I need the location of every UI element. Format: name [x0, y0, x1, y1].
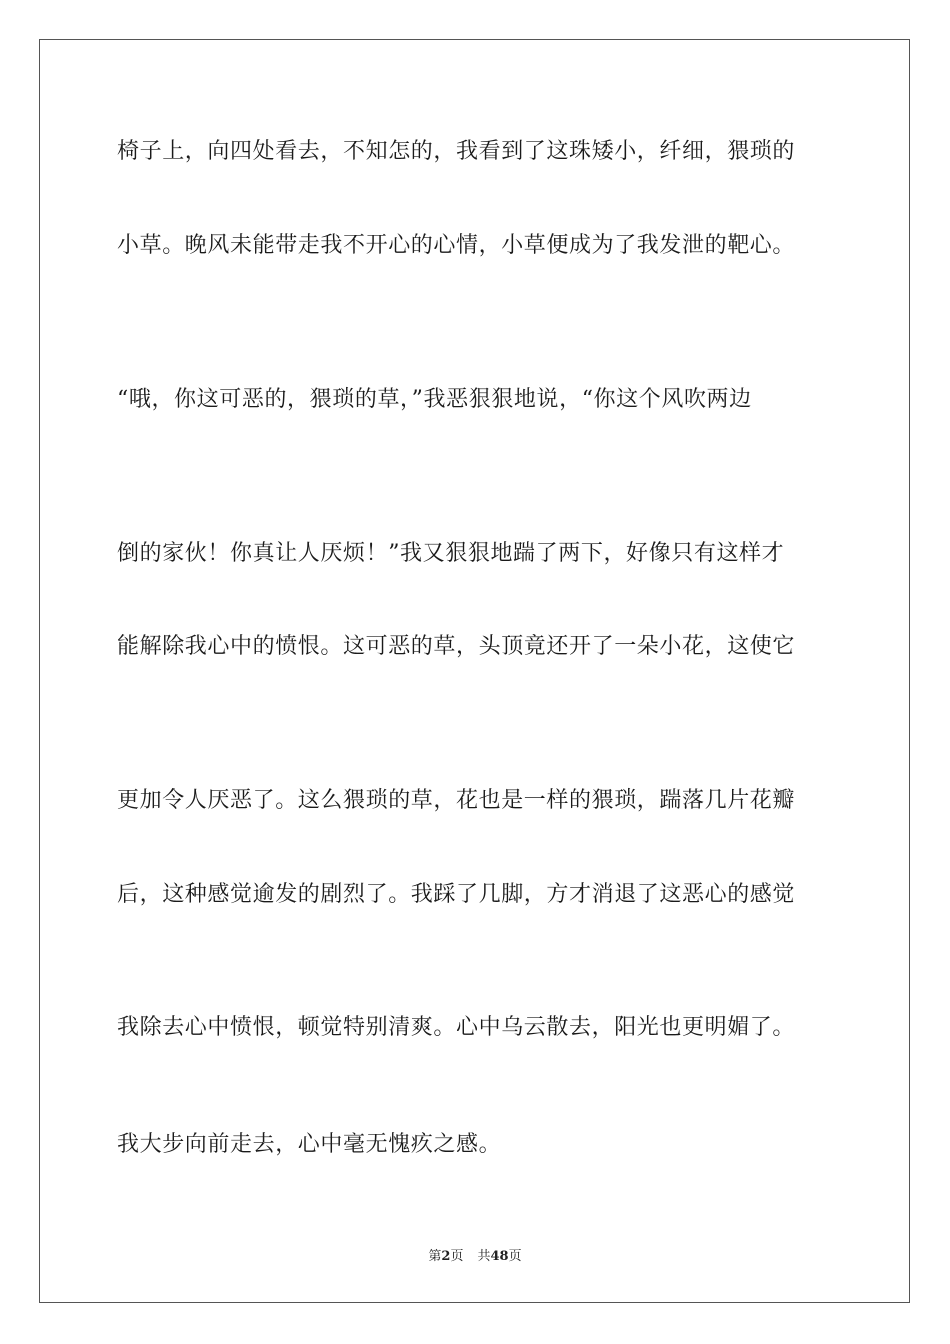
page-number: 2: [441, 1249, 451, 1264]
text-line: 小草。晚风未能带走我不开心的心情，小草便成为了我发泄的靶心。: [117, 233, 796, 258]
text-line: 椅子上，向四处看去，不知怎的，我看到了这珠矮小，纤细，猥琐的: [117, 139, 796, 164]
total-suffix: 页: [508, 1249, 522, 1264]
total-prefix: 共: [477, 1249, 491, 1264]
text-line: 倒的家伙！你真让人厌烦！”我又狠狠地踹了两下，好像只有这样才: [117, 541, 785, 566]
text-line: 后，这种感觉逾发的剧烈了。我踩了几脚，方才消退了这恶心的感觉: [117, 882, 796, 907]
text-line: 更加令人厌恶了。这么猥琐的草，花也是一样的猥琐，踹落几片花瓣: [117, 788, 796, 813]
page-border: [39, 39, 910, 1303]
page-prefix: 第: [428, 1249, 442, 1264]
page-suffix: 页: [450, 1249, 464, 1264]
total-pages: 48: [490, 1249, 509, 1264]
text-line: 我除去心中愤恨，顿觉特别清爽。心中乌云散去，阳光也更明媚了。: [117, 1015, 796, 1040]
text-line: 我大步向前走去，心中毫无愧疚之感。: [117, 1132, 502, 1157]
page-footer: [0, 1248, 950, 1266]
text-line: 能解除我心中的愤恨。这可恶的草，头顶竟还开了一朵小花，这使它: [117, 634, 796, 659]
text-line: “哦，你这可恶的，猥琐的草，”我恶狠狠地说，“你这个风吹两边: [117, 387, 752, 412]
